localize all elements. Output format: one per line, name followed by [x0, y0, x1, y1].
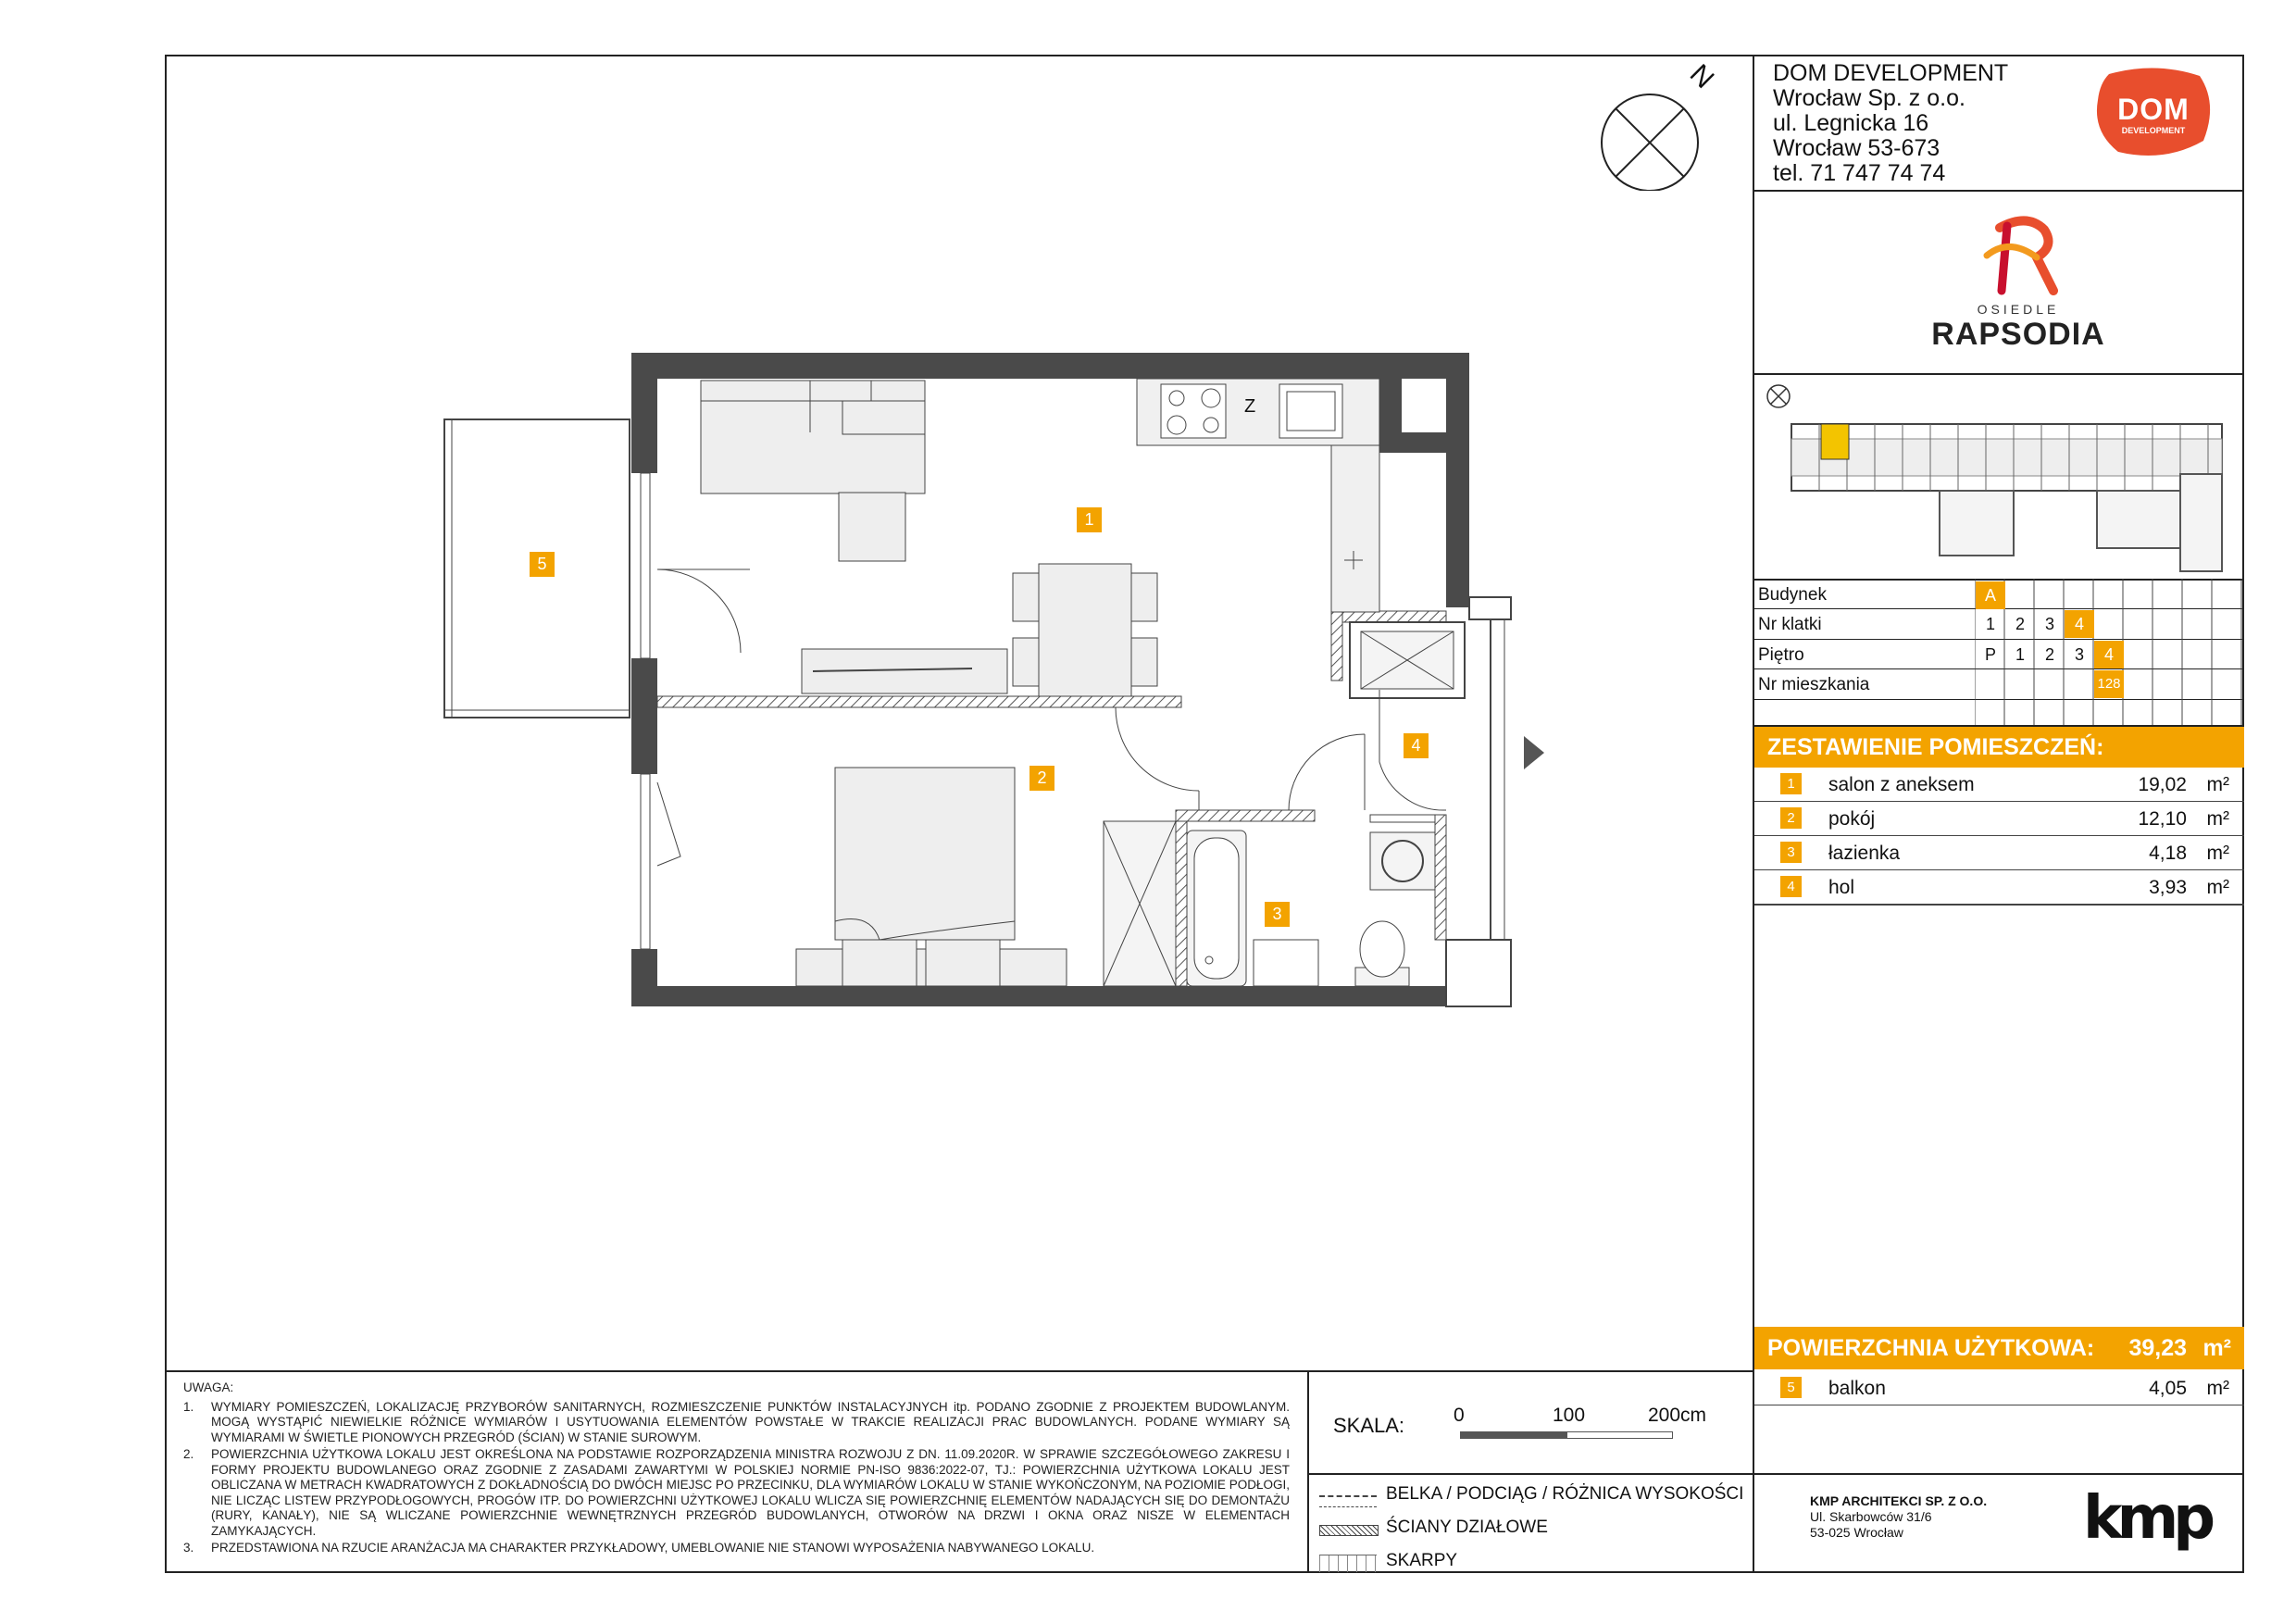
company-city: Wrocław 53-673 — [1773, 135, 1940, 161]
stairwell-4: 4 — [2065, 610, 2094, 638]
panel-line — [1753, 190, 2244, 192]
room-unit: m² — [2206, 843, 2229, 864]
dom-logo-sub: DEVELOPMENT — [2121, 126, 2186, 135]
note-text: POWIERZCHNIA UŻYTKOWA LOKALU JEST OKREŚLONA NA PODSTAWIE ROZPORZĄDZENIA MINISTRA ROZWOJU Z DN. 11.09.2020R. W SPRAWIE SZCZEGÓŁOWEGO ZAKRESU I FORMY PROJEKTU BUDOWLANEGO ORAZ ZGODNIE Z ZASADAMI ZAWARTYMI W POLSKIEJ NORMIE PN-ISO 9836:2022-07, TJ.: POWIERZCHNIA UŻYTKOWA LOKALU JEST OBLICZANA W METRACH KWADRATOWYCH Z DOKŁADNOŚCIĄ DO DWÓCH MIEJSC PO PRZECINKU, DLA WYMIARÓW LOKALU W STANIE WYKOŃCZONYM, NA POZIOMIE PODŁOGI, NIE LICZĄC LISTEW PRZYPODŁOGOWYCH, PROGÓW ITP. DO POWIERZCHNI UŻYTKOWEJ LOKALU WLICZA SIĘ POWIERZCHNIĘ ELEMENTÓW NADAJĄCYCH SIĘ DO DEMONTAŻU (RURY, KANAŁY), NIE SĄ WLICZANE POWIERZCHNIE WEWNĘTRZNYCH PRZEGRÓD BUDOWLANYCH, OTWORÓW NA DRZWI I OKNA ORAZ NISZE W ELEMENTACH ZAMYKAJĄCYCH. — [211, 1447, 1290, 1538]
balcony-unit: m² — [2206, 1378, 2229, 1399]
estate-prefix: OSIEDLE — [1977, 302, 2060, 317]
stairwell-label: Nr klatki — [1758, 615, 1822, 634]
scale-tick-200: 200cm — [1648, 1405, 1707, 1426]
legend — [1319, 1484, 1750, 1584]
scale-bar — [1460, 1431, 1673, 1439]
architect-city: 53-025 Wrocław — [1810, 1525, 1903, 1540]
stairwell-2: 2 — [2015, 615, 2025, 633]
balcony-name: balkon — [1828, 1378, 1886, 1399]
usable-area-label: POWIERZCHNIA UŻYTKOWA: — [1767, 1335, 2095, 1361]
scale-divider — [1307, 1370, 1309, 1573]
room-area: 4,18 — [2149, 843, 2187, 864]
balcony-number: 5 — [1780, 1377, 1802, 1398]
note-item — [183, 1400, 1290, 1446]
room-number: 4 — [1780, 876, 1802, 897]
panel-line — [1753, 373, 2244, 375]
balcony-row — [1754, 1371, 2244, 1405]
legend-item — [1319, 1484, 1750, 1518]
stairwell-3: 3 — [2044, 615, 2054, 633]
rooms-list — [1754, 768, 2244, 906]
note-text: PRZEDSTAWIONA NA RZUCIE ARANŻACJA MA CHARAKTER PRZYKŁADOWY, UMEBLOWANIE NIE STANOWI WYPOSAŻENIA NABYWANEGO LOKALU. — [211, 1541, 1095, 1555]
room-area: 12,10 — [2138, 808, 2187, 830]
plan-label-5: 5 — [530, 552, 555, 577]
floor-plan — [435, 347, 1546, 1032]
plan-label-4: 4 — [1404, 733, 1429, 758]
compass-north-label: N — [1683, 58, 1720, 94]
floor-3: 3 — [2074, 645, 2084, 664]
note-text: WYMIARY POMIESZCZEŃ, LOKALIZACJĘ PRZYBORÓW SANITARNYCH, ROZMIESZCZENIE PUNKTÓW INSTALACYJNYCH itp. PODANO ZGODNIE Z PROJEKTEM BUDOWLANYM. MOGĄ WYSTĄPIĆ NIEWIELKIE RÓŻNICE WYMIARÓW I USYTUOWANIA ELEMENTÓW POWSTAŁE W TRAKCIE REALIZACJI PRAC BUDOWLANYCH. PODANE WYMIARY SĄ WYMIARAMI W ŚWIETLE PIONOWYCH PRZEGRÓD (ŚCIAN) W STANIE SUROWYM. — [211, 1399, 1290, 1444]
room-name: hol — [1828, 877, 1855, 898]
notes-divider — [165, 1370, 1753, 1372]
architect-name: KMP ARCHITEKCI SP. Z O.O. — [1810, 1493, 1988, 1508]
floor-label: Piętro — [1758, 645, 1804, 665]
scale-tick-100: 100 — [1553, 1405, 1586, 1426]
scale-label: SKALA: — [1333, 1414, 1405, 1437]
room-name: łazienka — [1828, 843, 1901, 864]
room-unit: m² — [2206, 808, 2229, 830]
note-item — [183, 1541, 1290, 1556]
company-entity: Wrocław Sp. z o.o. — [1773, 85, 1965, 111]
room-row — [1754, 836, 2244, 870]
legend-item — [1319, 1551, 1750, 1584]
floor-4: 4 — [2094, 641, 2124, 668]
apartment-label: Nr mieszkania — [1758, 675, 1870, 694]
apartment-value: 128 — [2094, 670, 2124, 698]
legend-divider — [1307, 1473, 1753, 1475]
balcony-area: 4,05 — [2149, 1378, 2187, 1399]
plan-label-2: 2 — [1029, 766, 1054, 791]
slope-swatch — [1319, 1555, 1377, 1572]
room-area: 19,02 — [2138, 774, 2187, 795]
scale-tick-0: 0 — [1454, 1405, 1465, 1426]
room-row — [1754, 802, 2244, 836]
legend-label: BELKA / PODCIĄG / RÓŻNICA WYSOKOŚCI — [1386, 1484, 1744, 1504]
building-label: Budynek — [1758, 585, 1827, 605]
rooms-header — [1754, 727, 2244, 768]
room-number: 1 — [1780, 773, 1802, 794]
plan-label-3: 3 — [1265, 902, 1290, 927]
legend-item — [1319, 1518, 1750, 1551]
company-address — [1773, 61, 2008, 186]
stairwell-1: 1 — [1985, 615, 1995, 633]
rapsodia-logo — [1898, 209, 2139, 357]
key-plan — [1764, 381, 2236, 576]
plan-label-1: 1 — [1077, 507, 1102, 532]
floor-2: 2 — [2044, 645, 2054, 664]
panel-line — [1753, 1473, 2244, 1475]
architect-street: Ul. Skarbowców 31/6 — [1810, 1509, 1932, 1524]
note-number: 1. — [183, 1399, 194, 1414]
legend-label: SKARPY — [1386, 1551, 1458, 1570]
room-unit: m² — [2206, 877, 2229, 898]
room-row — [1754, 870, 2244, 906]
compass — [1594, 89, 1705, 191]
floor-p: P — [1984, 645, 1996, 664]
kmp-logo: kmp — [2083, 1484, 2211, 1553]
usable-area-unit: m² — [2202, 1335, 2231, 1361]
estate-name: RAPSODIA — [1931, 317, 2105, 352]
company-name: DOM DEVELOPMENT — [1773, 60, 2009, 86]
dom-logo — [2090, 67, 2216, 159]
architect-block — [1810, 1493, 2051, 1541]
note-item — [183, 1447, 1290, 1539]
room-number: 3 — [1780, 842, 1802, 863]
room-row — [1754, 768, 2244, 802]
room-number: 2 — [1780, 807, 1802, 829]
beam-swatch — [1319, 1495, 1377, 1507]
usable-area-bar — [1754, 1327, 2244, 1369]
dom-logo-word: DOM — [2117, 93, 2190, 126]
company-street: ul. Legnicka 16 — [1773, 110, 1929, 136]
legend-label: ŚCIANY DZIAŁOWE — [1386, 1518, 1548, 1537]
notes-block — [183, 1380, 1290, 1556]
usable-area-value: 39,23 — [2128, 1335, 2187, 1361]
company-phone: tel. 71 747 74 74 — [1773, 160, 1946, 186]
fridge-mark: Z — [1244, 396, 1256, 417]
room-name: pokój — [1828, 808, 1876, 830]
note-number: 3. — [183, 1541, 194, 1555]
room-unit: m² — [2206, 774, 2229, 795]
partition-swatch — [1319, 1525, 1379, 1536]
room-area: 3,93 — [2149, 877, 2187, 898]
floor-1: 1 — [2015, 645, 2025, 664]
rooms-header-text: ZESTAWIENIE POMIESZCZEŃ: — [1767, 734, 2104, 760]
note-number: 2. — [183, 1447, 194, 1461]
notes-title: UWAGA: — [183, 1380, 234, 1394]
room-name: salon z aneksem — [1828, 774, 1975, 795]
building-value: A — [1976, 581, 2005, 609]
